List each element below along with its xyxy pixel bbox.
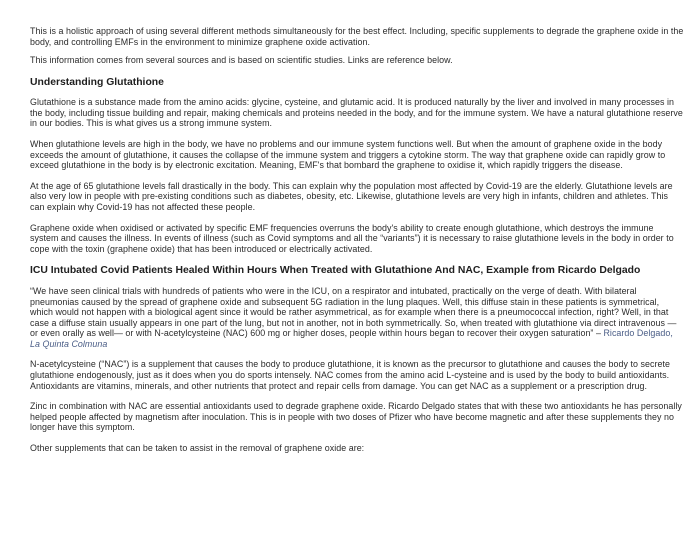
glutathione-definition-paragraph: Glutathione is a substance made from the amino acids: glycine, cysteine, and glutamic acid. It is produced naturally by the liver and involved in many processes in the body, including tissue building and repair, making chemicals and proteins needed in the body, and for the immune system. We have a natural glutathione reserve in our bodies. This is what gives us a strong immune system. <box>30 97 683 129</box>
delgado-quote: “We have seen clinical trials with hundreds of patients who were in the ICU, on a respirator and intubated, practically on the verge of death. With bilateral pneumonias caused by the spread of graphene oxide and subsequent 5G radiation in the lung plaques. Well, this diffuse stain in these patients is symmetrical, which would not happen with a biological agent since it would be rather asymmetrical, as for example when there is a pneumococcal infection, right? Well, in that case a diffuse stain usually appears in one part of the lung, but not in another, not in both symmetrically. So, when treated with glutathione via direct intravenous —or even orally as well— or with N-acetylcysteine (NAC) 600 mg or higher doses, people within hours began to recover their oxygen saturation” <box>30 285 677 339</box>
section-heading-glutathione: Understanding Glutathione <box>30 76 164 88</box>
attribution-author-link[interactable]: Ricardo Delgado, <box>603 328 673 339</box>
attribution-separator: – <box>593 328 604 339</box>
intro-paragraph: This is a holistic approach of using several different methods simultaneously for the best effect. Including, specific supplements to degrade the graphene oxide in the body, and controlling EMFs in the environment to minimize graphene oxide activation. <box>30 26 684 47</box>
nac-paragraph: N-acetylcysteine (“NAC”) is a supplement that causes the body to produce glutathione, it is known as the precursor to glutathione and causes the body to secrete glutathione endogenously, just as it does when you do sports intensely. NAC comes from the amino acid L-cysteine and is used by the body to build antioxidants. Antioxidants are vitamins, minerals, and other nutrients that protect and repair cells from damage. You can get NAC as a supplement or a prescription drug. <box>30 359 670 391</box>
delgado-quote-paragraph <box>30 286 684 350</box>
glutathione-age-paragraph: At the age of 65 glutathione levels fall drastically in the body. This can explain why the population most affected by Covid-19 are the elderly. Glutathione levels are also very low in people with pre-existing conditions such as diabetes, obesity, etc. Likewise, glutathione levels are very high in infants, children and athletes. This can explain why Covid-19 has not affected these people. <box>30 180 673 213</box>
graphene-oxide-paragraph: Graphene oxide when oxidised or activated by specific EMF frequencies overruns the body's ability to create enough glutathione, which destroys the immune system and causes the illness. In events of illness (such as Covid symptoms and all the “variants”) it is necessary to raise glutathione levels in the body in order to cope with the toxin (graphene oxide) that has been introduced or electrically activated. <box>30 222 674 254</box>
other-supplements-paragraph: Other supplements that can be taken to assist in the removal of graphene oxide are: <box>30 443 365 454</box>
section-heading-icu: ICU Intubated Covid Patients Healed Within Hours When Treated with Glutathione And NAC, Example from Ricardo Delgado <box>30 265 641 277</box>
zinc-paragraph: Zinc in combination with NAC are essential antioxidants used to degrade graphene oxide. Ricardo Delgado states that with these two antioxidants he has personally helped people affected by magnetism after inoculation. This is in people with two doses of Pfizer who have become magnetic and after these supplements they no longer have this symptom. <box>30 401 682 433</box>
glutathione-levels-paragraph: When glutathione levels are high in the body, we have no problems and our immune system functions well. But when the amount of graphene oxide in the body exceeds the amount of glutathione, it causes the collapse of the immune system and triggers a cytokine storm. The way that graphene oxide can rapidly grow to exceed glutathione in the body is by electronic excitation. Meaning, EMF's that bombard the graphene to oxidise it, which rapidly triggers the disease. <box>30 139 666 171</box>
sources-paragraph: This information comes from several sources and is based on scientific studies. Links are reference below. <box>30 55 453 66</box>
attribution-source-link[interactable]: La Quinta Colmuna <box>30 338 108 349</box>
